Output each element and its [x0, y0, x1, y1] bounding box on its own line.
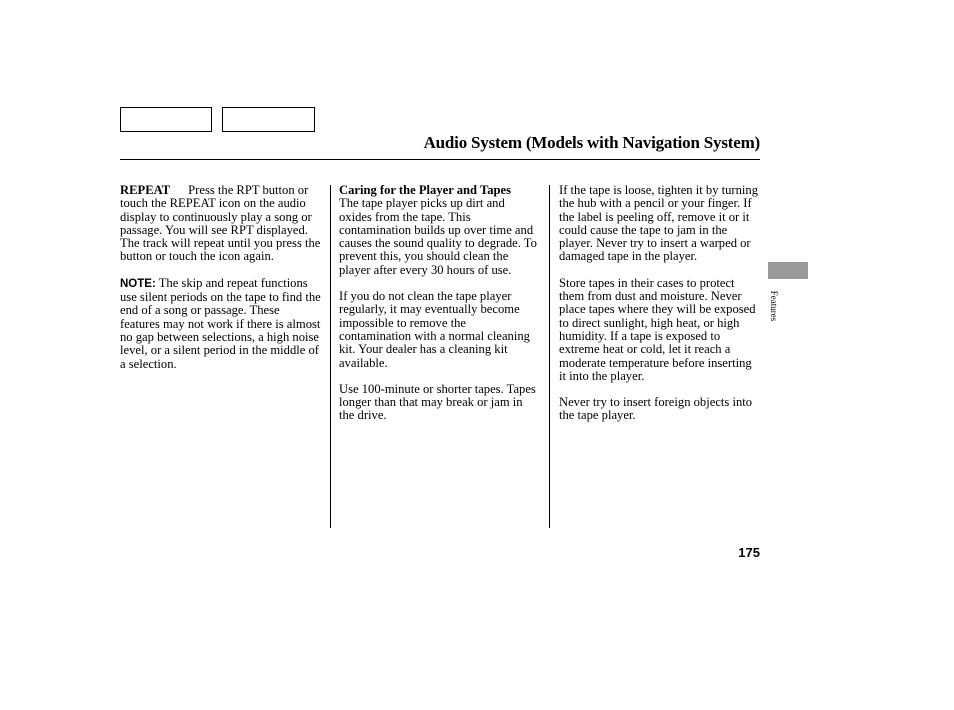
note-paragraph — [120, 277, 322, 371]
column-2 — [339, 184, 540, 436]
repeat-label: REPEAT — [120, 183, 171, 197]
section-heading: Caring for the Player and Tapes — [339, 183, 512, 197]
column-divider — [330, 185, 331, 528]
note-text: The skip and repeat functions use silent periods on the tape to find the end of a song or passage. These features may not work if there is almost no gap between selections, a high noise level, or a silent period in the middle of a selection. — [120, 275, 321, 371]
care-text-1: The tape player picks up dirt and oxides from the tape. This contamination builds up over time and causes the sound quality to degrade. To prevent this, you should clean the player after every 30 hours of use. — [339, 196, 537, 277]
page-number: 175 — [738, 545, 760, 560]
title-rule — [120, 159, 760, 160]
section-tab[interactable] — [768, 262, 808, 279]
section-label-text: Features — [769, 290, 779, 322]
tape-paragraph-1: If the tape is loose, tighten it by turning the hub with a pencil or your finger. If the label is peeling off, remove it or it could cause the tape to jam in the player. Never try to insert a warped or damaged tape in the player. — [559, 183, 759, 264]
nav-box-index[interactable] — [222, 107, 315, 132]
column-divider — [549, 185, 550, 528]
repeat-text: Press the RPT button or touch the REPEAT icon on the audio display to continuously play a song or passage. You will see RPT displayed. The track will repeat until you press the button or touch the icon again. — [120, 183, 321, 264]
column-1 — [120, 184, 322, 384]
note-label: NOTE: — [120, 277, 156, 290]
care-paragraph-1 — [339, 184, 540, 277]
tape-paragraph-2: Store tapes in their cases to protect them from dust and moisture. Never place tapes where they will be exposed to direct sunlight, high heat, or high humidity. If a tape is exposed to extreme heat or cold, let it reach a moderate temperature before inserting it into the player. — [559, 275, 756, 383]
nav-box-main-menu[interactable] — [120, 107, 212, 132]
section-tab-label — [766, 284, 782, 328]
care-paragraph-2: If you do not clean the tape player regularly, it may eventually become impossible to remove the contamination with a normal cleaning kit. Your dealer has a cleaning kit available. — [339, 289, 530, 370]
repeat-paragraph — [120, 184, 322, 264]
tape-paragraph-3: Never try to insert foreign objects into the tape player. — [559, 395, 753, 423]
care-paragraph-3: Use 100-minute or shorter tapes. Tapes longer than that may break or jam in the drive. — [339, 381, 536, 423]
page-title: Audio System (Models with Navigation System) — [423, 133, 760, 152]
column-3 — [559, 184, 761, 436]
